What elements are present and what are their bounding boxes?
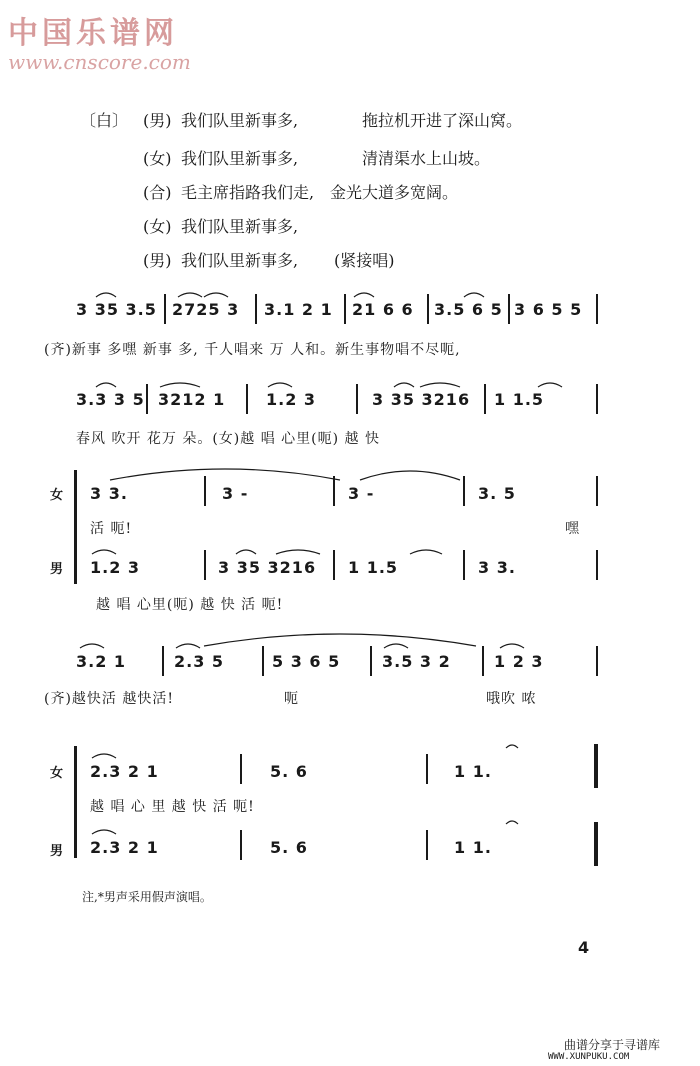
female-part-label: 女 <box>50 488 64 503</box>
tie <box>204 634 476 646</box>
fermata <box>506 745 518 748</box>
male-part-label: 男 <box>50 562 64 577</box>
measure: 2725 3 <box>172 300 240 319</box>
slur <box>384 644 408 648</box>
measure: 5 3 6 5 <box>272 652 341 671</box>
dialogue-speaker: (女) <box>143 217 172 236</box>
lyric-line: 嘿 <box>565 521 580 537</box>
measure: 1 1.5 <box>494 390 545 409</box>
dialogue-line: 清清渠水上山坡。 <box>362 149 491 168</box>
dialogue-speaker: (男) <box>143 111 172 130</box>
slur <box>236 550 256 554</box>
slur <box>268 383 292 387</box>
slur <box>176 644 200 648</box>
fermata <box>506 821 518 824</box>
measure: 3.2 1 <box>76 652 127 671</box>
dialogue-tag: 〔白〕 <box>80 111 129 130</box>
dialogue-line: 拖拉机开进了深山窝。 <box>362 111 523 130</box>
slur <box>394 383 414 387</box>
slur <box>178 293 202 297</box>
measure: 5. 6 <box>270 762 308 781</box>
measure: 3 - <box>348 484 375 503</box>
tie <box>360 471 460 480</box>
measure: 2.3 5 <box>174 652 225 671</box>
slur <box>410 550 442 554</box>
footnote: 注,*男声采用假声演唱。 <box>82 890 212 904</box>
dialogue-line: (紧接唱) <box>334 251 395 270</box>
dialogue-speaker: (合) <box>143 183 172 202</box>
lyric-line: 越 唱 心里(呃) 越 快 活 呃! <box>96 597 284 613</box>
slur <box>92 754 116 758</box>
dialogue-line: 我们队里新事多, <box>181 251 299 270</box>
slur <box>276 550 320 554</box>
measure: 3 - <box>222 484 249 503</box>
dialogue-line: 我们队里新事多, <box>181 149 299 168</box>
measure: 2.3 2 1 <box>90 762 159 781</box>
slur <box>204 293 228 297</box>
slur <box>538 383 562 387</box>
watermark-url: www.cnscore.com <box>8 50 191 74</box>
measure: 3 3. <box>90 484 128 503</box>
measure: 5. 6 <box>270 838 308 857</box>
measure: 3.1 2 1 <box>264 300 333 319</box>
page-number: 4 <box>578 938 590 957</box>
measure: 3 35 3216 <box>218 558 317 577</box>
female-part-label: 女 <box>50 766 64 781</box>
slur <box>92 830 116 834</box>
measure: 3.3 3 5 <box>76 390 145 409</box>
measure: 2.3 2 1 <box>90 838 159 857</box>
measure: 3.5 6 5 <box>434 300 503 319</box>
lyric-line: 越 唱 心 里 越 快 活 呃! <box>90 799 255 815</box>
measure: 1.2 3 <box>90 558 141 577</box>
lyric-line: 哦吹 哝 <box>486 691 537 707</box>
slur <box>420 383 460 387</box>
slur <box>80 644 104 648</box>
dialogue-line: 金光大道多宽阔。 <box>330 183 459 202</box>
male-part-label: 男 <box>50 844 64 859</box>
measure: 21 6 6 <box>352 300 414 319</box>
lyric-line: 春风 吹开 花万 朵。(女)越 唱 心里(呃) 越 快 <box>76 431 380 447</box>
tie <box>110 469 340 480</box>
measure: 1 1.5 <box>348 558 399 577</box>
measure: 3 35 3216 <box>372 390 471 409</box>
measure: 3.5 3 2 <box>382 652 451 671</box>
measure: 1.2 3 <box>266 390 317 409</box>
dialogue-line: 我们队里新事多, <box>181 111 299 130</box>
lyric-line: 活 呃! <box>90 521 133 537</box>
measure: 3 6 5 5 <box>514 300 583 319</box>
slur <box>500 644 524 648</box>
dialogue-line: 我们队里新事多, <box>181 217 299 236</box>
slur <box>96 383 116 387</box>
slur <box>96 293 116 297</box>
measure: 3 35 3.5 <box>76 300 157 319</box>
watermark-title: 中国乐谱网 <box>8 16 178 51</box>
lyric-line: (齐)越快活 越快活! <box>44 691 174 707</box>
dialogue-line: 毛主席指路我们走, <box>181 183 315 202</box>
measure: 1 1. <box>454 838 492 857</box>
measure: 3. 5 <box>478 484 516 503</box>
measure: 1 2 3 <box>494 652 544 671</box>
slur <box>354 293 374 297</box>
dialogue-speaker: (女) <box>143 149 172 168</box>
slur <box>92 550 116 554</box>
lyric-line: 呃 <box>284 691 299 707</box>
dialogue-speaker: (男) <box>143 251 172 270</box>
footer-text: 曲谱分享于寻谱库 <box>564 1038 661 1052</box>
measure: 3212 1 <box>158 390 226 409</box>
measure: 3 3. <box>478 558 516 577</box>
slur <box>464 293 484 297</box>
footer-url: WWW.XUNPUKU.COM <box>548 1052 630 1062</box>
measure: 1 1. <box>454 762 492 781</box>
lyric-line: (齐)新事 多嘿 新事 多, 千人唱来 万 人和。新生事物唱不尽呃, <box>44 342 461 358</box>
slur <box>160 383 200 387</box>
